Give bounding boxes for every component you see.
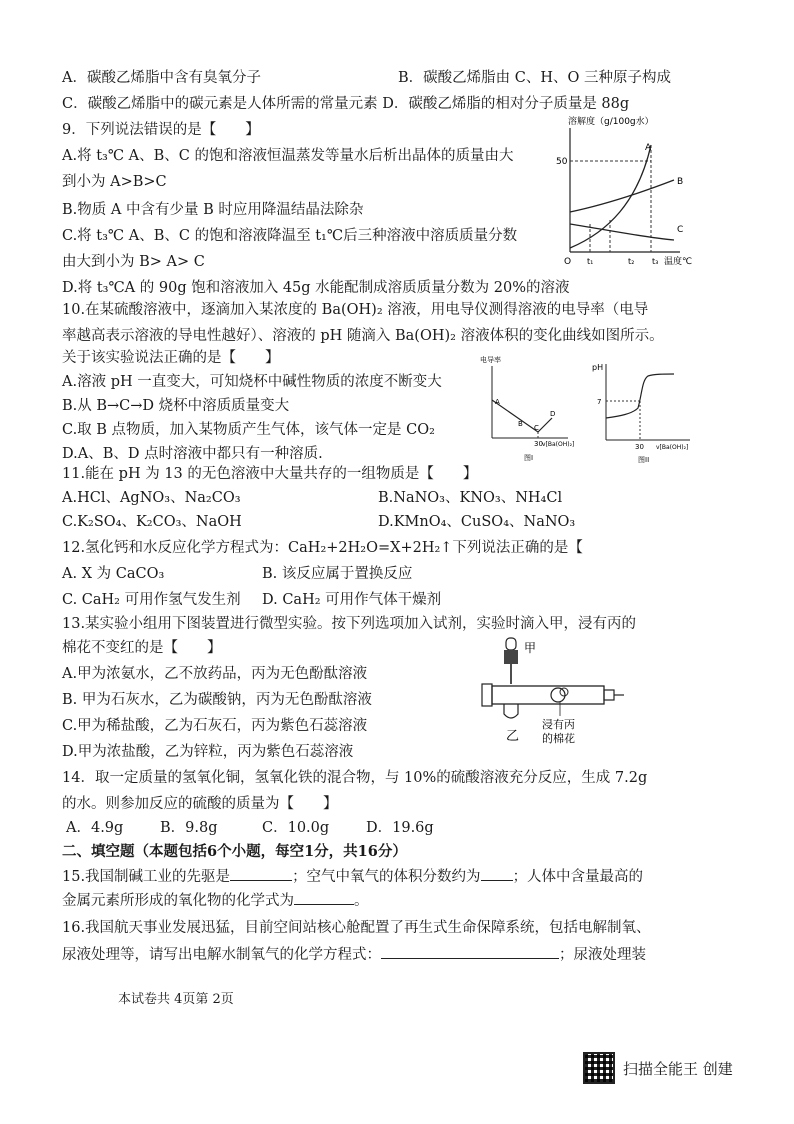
q10-option-c: C.取 B 点物质，加入某物质产生气体，该气体一定是 CO₂ <box>62 422 435 438</box>
page-footer: 本试卷共 4页第 2页 <box>118 992 234 1007</box>
q12-option-a: A. X 为 CaCO₃ <box>62 566 165 582</box>
fig1-caption: 图I <box>524 454 534 462</box>
q16-part2: ；尿液处理装 <box>559 947 646 963</box>
q14-stem-line2: 的水。则参加反应的硫酸的质量为【 】 <box>62 796 338 812</box>
q14-option-b: B．9.8g <box>160 820 218 836</box>
qr-code-icon <box>583 1052 615 1084</box>
solubility-curve-figure <box>548 112 708 268</box>
q10-option-b: B.从 B→C→D 烧杯中溶质质量变大 <box>62 398 290 414</box>
q12-stem: 12.氢化钙和水反应化学方程式为：CaH₂+2H₂O=X+2H₂↑下列说法正确的是【 <box>62 540 583 556</box>
curve-b <box>570 180 674 212</box>
q9-option-a-line2: 到小为 A>B>C <box>62 174 167 190</box>
solubility-ylabel: 溶解度（g/100g水） <box>568 117 654 127</box>
q9-option-c-line2: 由大到小为 B> A> C <box>62 254 205 270</box>
q10-option-d: D.A、B、D 点时溶液中都只有一种溶质. <box>62 446 323 462</box>
q15-blank1[interactable] <box>230 866 292 881</box>
q15-blank3[interactable] <box>294 890 354 905</box>
q13-option-c: C.甲为稀盐酸，乙为石灰石，丙为紫色石蕊溶液 <box>62 718 368 734</box>
ph-curve <box>606 374 674 418</box>
q13-stem-line1: 13.某实验小组用下图装置进行微型实验。按下列选项加入试剂，实验时滴入甲，浸有丙的 <box>62 616 637 632</box>
conductivity-xlabel: v[Ba(OH)₂] <box>542 441 575 448</box>
curve-c <box>570 224 674 240</box>
q9-option-b: B.物质 A 中含有少量 B 时应用降温结晶法除杂 <box>62 202 364 218</box>
apparatus-figure <box>478 636 628 750</box>
ph-figure <box>590 358 700 466</box>
q15-part2: ；空气中氧气的体积分数约为 <box>292 869 481 885</box>
q15-part3: ；人体中含量最高的 <box>512 869 644 885</box>
q16-part1: 尿液处理等，请写出电解水制氧气的化学方程式： <box>62 947 381 963</box>
watermark-text: 扫描全能王 创建 <box>623 1059 733 1078</box>
ph-xlabel: v[Ba(OH)₂] <box>656 444 689 451</box>
conductivity-ylabel: 电导率 <box>480 356 501 364</box>
q11-stem: 11.能在 pH 为 13 的无色溶液中大量共存的一组物质是【 】 <box>62 466 478 482</box>
solubility-xlabel: 温度℃ <box>664 257 693 267</box>
q11-option-d: D.KMnO₄、CuSO₄、NaNO₃ <box>378 514 576 530</box>
q15-line2 <box>62 890 369 911</box>
q15-line1 <box>62 866 643 887</box>
q12-option-c: C. CaH₂ 可用作氢气发生剂 <box>62 592 241 608</box>
q15-blank2[interactable] <box>481 866 513 881</box>
q11-option-a: A.HCl、AgNO₃、Na₂CO₃ <box>62 490 241 506</box>
q8-option-b: B．碳酸乙烯脂由 C、H、O 三种原子构成 <box>398 70 671 86</box>
solubility-y50: 50 <box>556 157 568 167</box>
q9-option-a-line1: A.将 t₃℃ A、B、C 的饱和溶液恒温蒸发等量水后析出晶体的质量由大 <box>62 148 514 164</box>
q8-option-a: A．碳酸乙烯脂中含有臭氧分子 <box>62 70 261 86</box>
ph-ylabel: pH <box>592 363 604 372</box>
label-origin: O <box>564 257 572 267</box>
label-bing-line2: 的棉花 <box>542 732 575 745</box>
q14-option-d: D．19.6g <box>366 820 434 836</box>
q12-option-b: B. 该反应属于置换反应 <box>262 566 413 582</box>
point-c-label: C <box>534 424 539 432</box>
section-heading: 二、填空题（本题包括6个小题，每空1分，共16分） <box>62 843 407 860</box>
q14-option-c: C．10.0g <box>262 820 330 836</box>
fig2-caption: 图II <box>638 456 650 464</box>
label-t3: t₃ <box>652 257 659 266</box>
q16-blank1[interactable] <box>381 944 559 959</box>
label-jia: 甲 <box>524 641 537 655</box>
q13-option-d: D.甲为浓盐酸，乙为锌粒，丙为紫色石蕊溶液 <box>62 744 354 760</box>
q9-option-c-line1: C.将 t₃℃ A、B、C 的饱和溶液降温至 t₁℃后三种溶液中溶质质量分数 <box>62 228 518 244</box>
q10-stem-line2: 率越高表示溶液的导电性越好）、溶液的 pH 随滴入 Ba(OH)₂ 溶液体积的变化曲线如图所示。 <box>62 328 664 344</box>
q14-stem-line1: 14．取一定质量的氢氧化铜，氢氧化铁的混合物，与 10%的硫酸溶液充分反应，生成 7.2g <box>62 770 648 786</box>
conductivity-figure <box>478 352 578 464</box>
q11-option-c: C.K₂SO₄、K₂CO₃、NaOH <box>62 514 242 530</box>
label-t1: t₁ <box>587 257 594 266</box>
q13-stem-line2: 棉花不变红的是【 】 <box>62 640 222 656</box>
q13-option-b: B. 甲为石灰水，乙为碳酸钠，丙为无色酚酞溶液 <box>62 692 372 708</box>
label-bing-line1: 浸有丙 <box>542 718 575 731</box>
point-d-label: D <box>550 410 556 418</box>
q15-part5: 。 <box>354 893 369 909</box>
q10-stem-line1: 10.在某硫酸溶液中，逐滴加入某浓度的 Ba(OH)₂ 溶液，用电导仪测得溶液的电导率（电导 <box>62 302 649 318</box>
label-curve-b: B <box>677 177 684 187</box>
q10-option-a: A.溶液 pH 一直变大，可知烧杯中碱性物质的浓度不断变大 <box>62 374 442 390</box>
q13-option-a: A.甲为浓氨水，乙不放药品，丙为无色酚酞溶液 <box>62 666 368 682</box>
q16-line2 <box>62 944 646 965</box>
scanner-watermark <box>583 1052 733 1084</box>
q14-option-a: A．4.9g <box>66 820 124 836</box>
q15-part1: 15.我国制碱工业的先驱是 <box>62 869 231 885</box>
ph-x30: 30 <box>635 443 644 451</box>
q8-option-cd: C．碳酸乙烯脂中的碳元素是人体所需的常量元素 D．碳酸乙烯脂的相对分子质量是 88g <box>62 96 630 112</box>
label-curve-c: C <box>677 225 684 235</box>
point-b-label: B <box>518 420 523 428</box>
conductivity-x30: 30 <box>534 440 543 448</box>
q9-option-d: D.将 t₃℃A 的 90g 饱和溶液加入 45g 水能配制成溶质质量分数为 20%的溶液 <box>62 280 570 296</box>
label-t2: t₂ <box>628 257 635 266</box>
q12-option-d: D. CaH₂ 可用作气体干燥剂 <box>262 592 442 608</box>
label-curve-a: A <box>645 143 652 153</box>
label-yi: 乙 <box>506 729 520 744</box>
q16-line1: 16.我国航天事业发展迅猛，目前空间站核心舱配置了再生式生命保障系统，包括电解制氧、 <box>62 920 651 936</box>
ph-y7: 7 <box>597 398 602 406</box>
q9-stem: 9．下列说法错误的是【 】 <box>62 122 260 138</box>
point-a-label: A <box>495 398 500 406</box>
q11-option-b: B.NaNO₃、KNO₃、NH₄Cl <box>378 490 563 506</box>
q15-part4: 金属元素所形成的氧化物的化学式为 <box>62 893 294 909</box>
q10-stem-line3: 关于该实验说法正确的是【 】 <box>62 350 280 366</box>
